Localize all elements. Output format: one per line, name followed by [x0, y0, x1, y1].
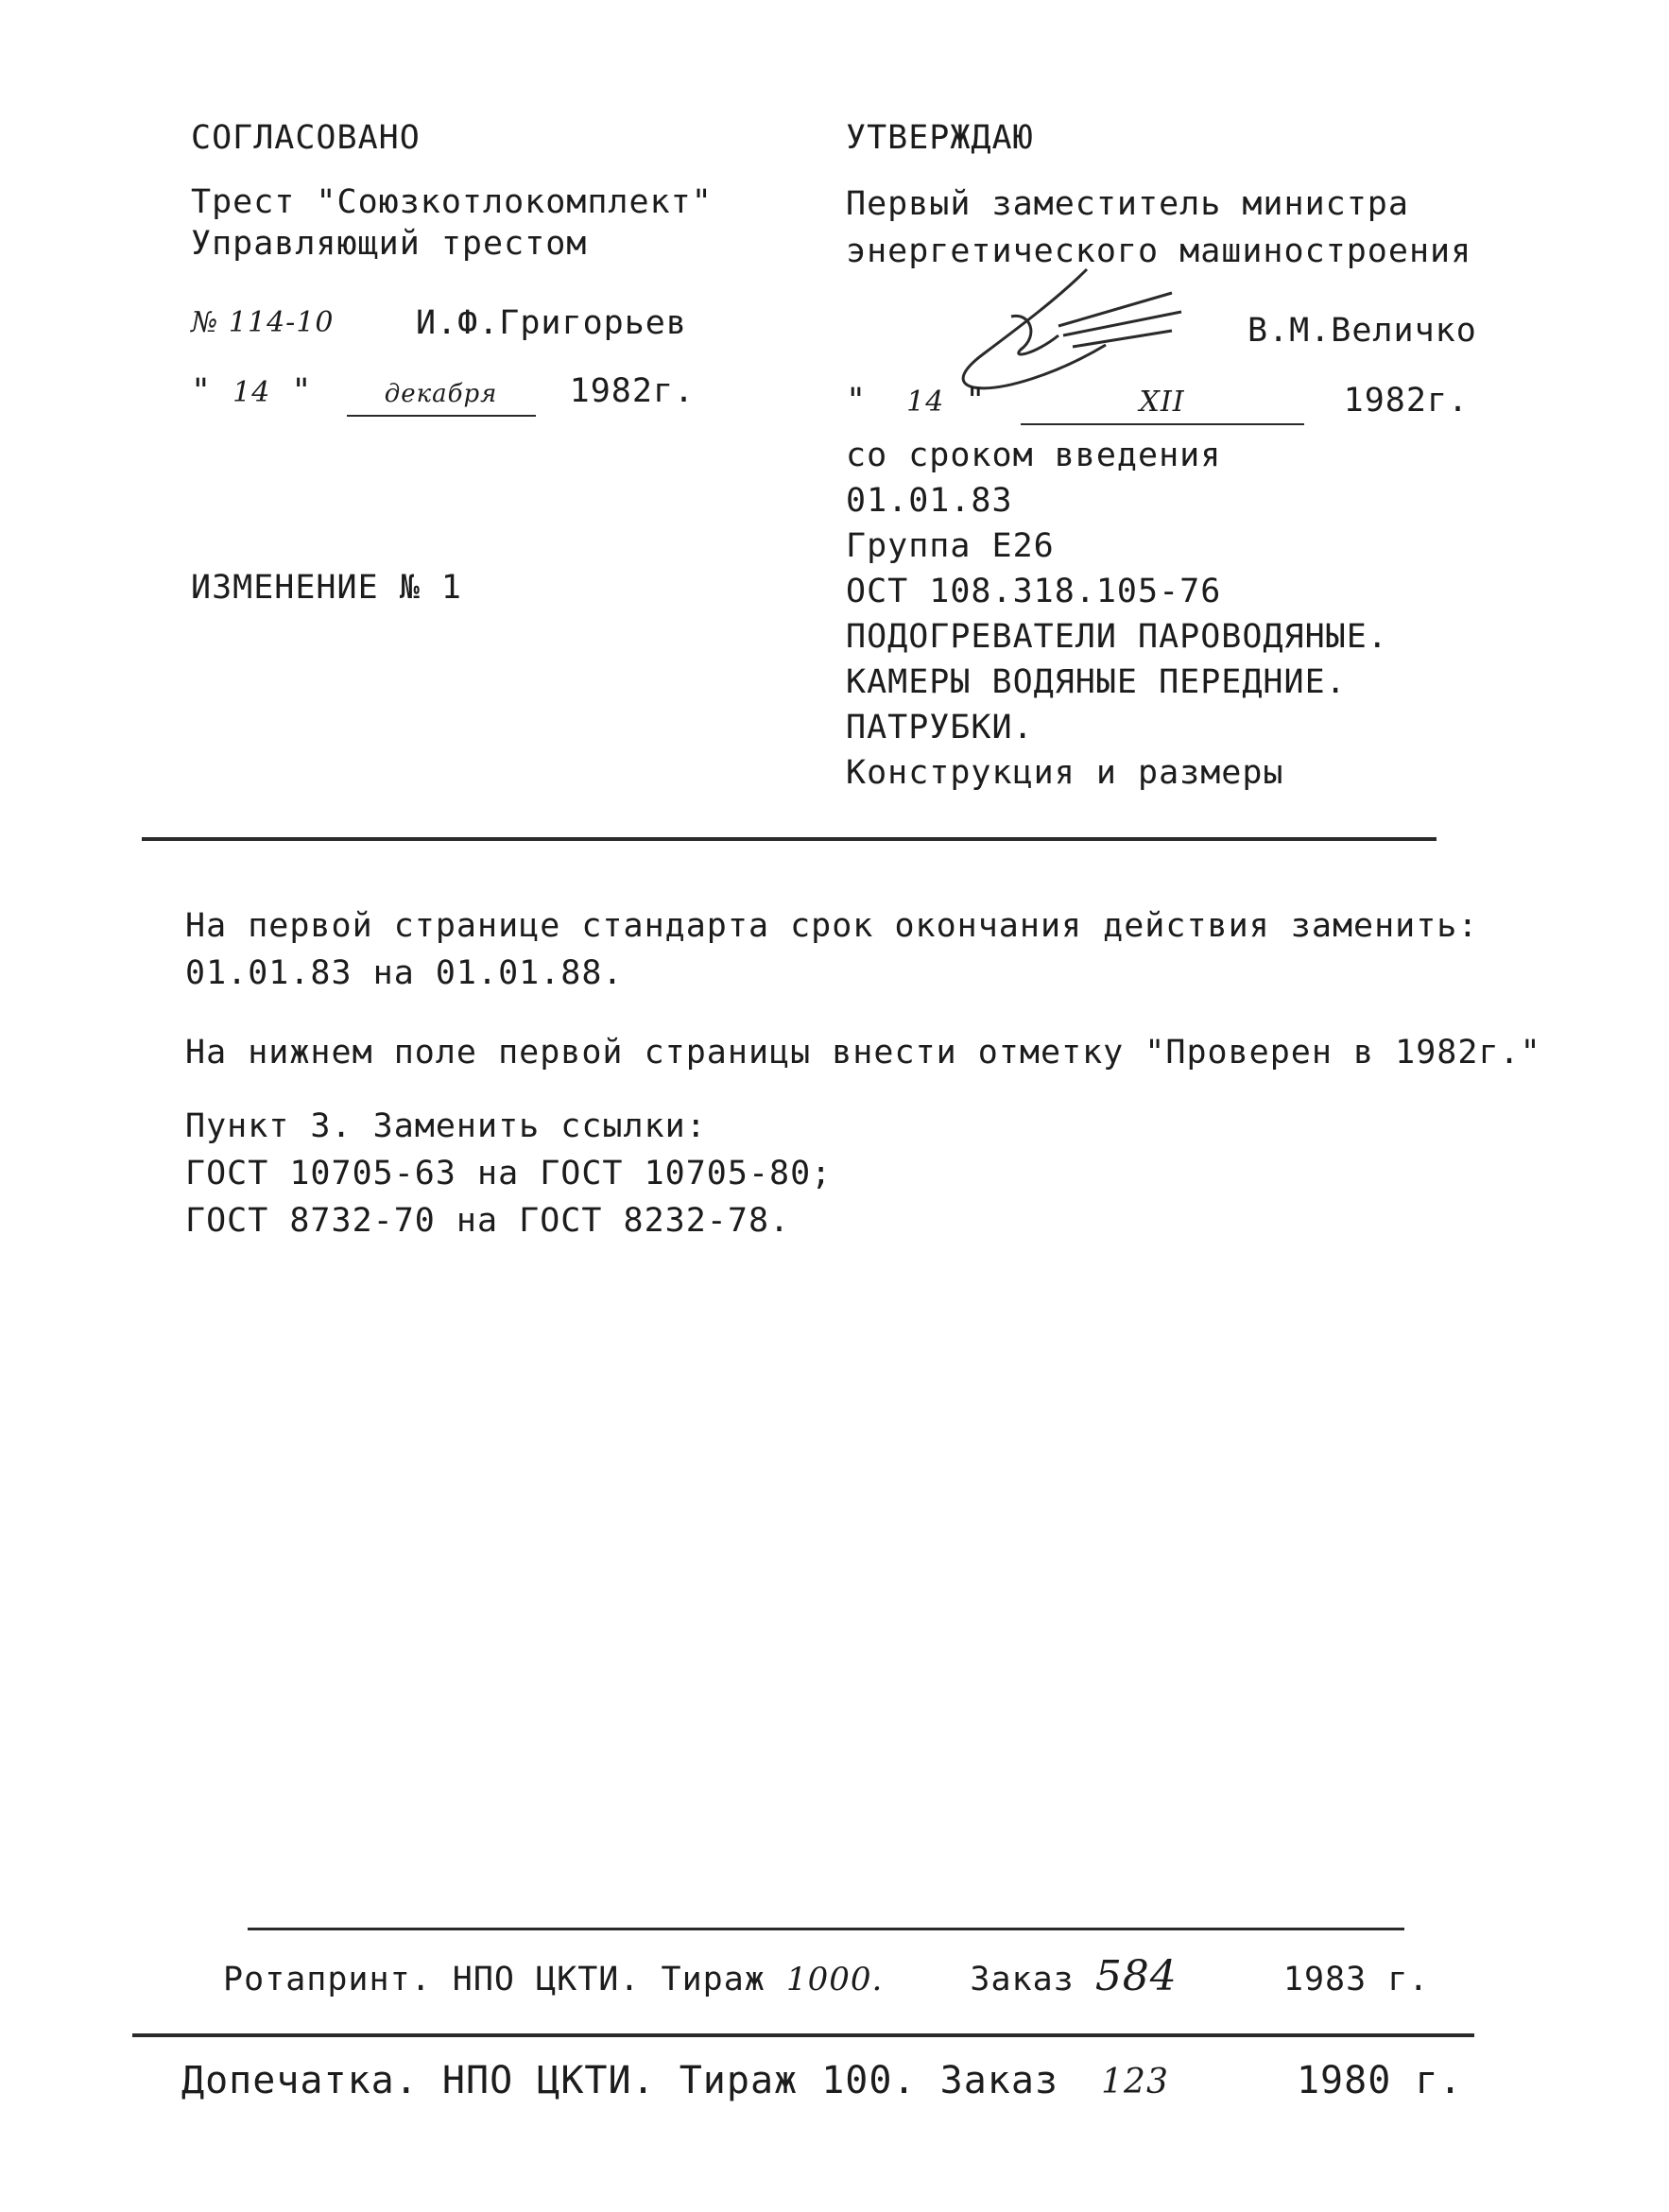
header-separator: [142, 837, 1437, 841]
left-date-open-quote: ": [191, 372, 213, 410]
left-date: [191, 370, 695, 417]
print-info: [223, 1952, 1430, 2000]
order-number: 584: [1094, 1952, 1178, 2000]
change-number-label: ИЗМЕНЕНИЕ № 1: [191, 569, 462, 607]
right-date-open-quote: ": [846, 382, 868, 420]
effective-date-label: со сроком введения: [846, 437, 1222, 474]
body-paragraph-3-line2: ГОСТ 10705-63 на ГОСТ 10705-80;: [185, 1155, 833, 1192]
order-label: Заказ: [970, 1961, 1075, 1998]
footer-rule-top: [248, 1928, 1404, 1930]
body-paragraph-1-line1: На первой странице стандарта срок окончания действия заменить:: [185, 907, 1479, 945]
left-signer-name: И.Ф.Григорьев: [416, 304, 687, 342]
right-date: [846, 380, 1469, 425]
print-info-text: Ротапринт. НПО ЦКТИ. Тираж: [223, 1961, 766, 1998]
effective-date: 01.01.83: [846, 482, 1013, 520]
right-date-year: 1982г.: [1343, 382, 1470, 420]
right-signer-name: В.М.Величко: [1247, 312, 1477, 350]
body-paragraph-1-line2: 01.01.83 на 01.01.88.: [185, 954, 624, 992]
left-date-month: декабря: [347, 373, 536, 417]
standard-title-line1: ПОДОГРЕВАТЕЛИ ПАРОВОДЯНЫЕ.: [846, 618, 1388, 656]
body-paragraph-3-line3: ГОСТ 8732-70 на ГОСТ 8232-78.: [185, 1202, 791, 1240]
standard-subtitle: Конструкция и размеры: [846, 754, 1284, 792]
approver-position-line1: Первый заместитель министра: [846, 185, 1409, 223]
right-date-close-quote: ": [965, 382, 987, 420]
reprint-info: [181, 2056, 1463, 2107]
print-year: 1983 г.: [1282, 1961, 1430, 1998]
reprint-info-text: Допечатка. НПО ЦКТИ. Тираж 100. Заказ: [181, 2059, 1059, 2102]
standard-title-line2: КАМЕРЫ ВОДЯНЫЕ ПЕРЕДНИЕ.: [846, 663, 1347, 701]
body-paragraph-3-line1: Пункт 3. Заменить ссылки:: [185, 1107, 707, 1145]
left-date-close-quote: ": [291, 372, 313, 410]
footer-rule-bottom: [132, 2033, 1474, 2037]
right-date-month: XII: [1021, 382, 1304, 425]
reprint-year: 1980 г.: [1296, 2059, 1463, 2102]
reference-number: № 114-10: [191, 306, 335, 339]
group-code: Группа Е26: [846, 527, 1055, 565]
approver-position-line2: энергетического машиностроения: [846, 232, 1472, 270]
left-date-day: 14: [232, 376, 271, 409]
agreed-title: СОГЛАСОВАНО: [191, 119, 421, 157]
right-date-day: 14: [906, 386, 945, 419]
standard-title-line3: ПАТРУБКИ.: [846, 709, 1034, 746]
reprint-order-number: 123: [1101, 2063, 1169, 2101]
approved-title: УТВЕРЖДАЮ: [846, 119, 1034, 157]
standard-info-block: [846, 433, 1388, 796]
standard-number: ОСТ 108.318.105-76: [846, 573, 1222, 610]
trust-manager-title: Управляющий трестом: [191, 225, 588, 263]
trust-name: Трест "Союзкотлокомплект": [191, 183, 713, 221]
left-date-year: 1982г.: [569, 372, 696, 410]
body-paragraph-2: На нижнем поле первой страницы внести отметку "Проверен в 1982г.": [185, 1034, 1541, 1072]
print-run: 1000.: [785, 1961, 884, 1998]
